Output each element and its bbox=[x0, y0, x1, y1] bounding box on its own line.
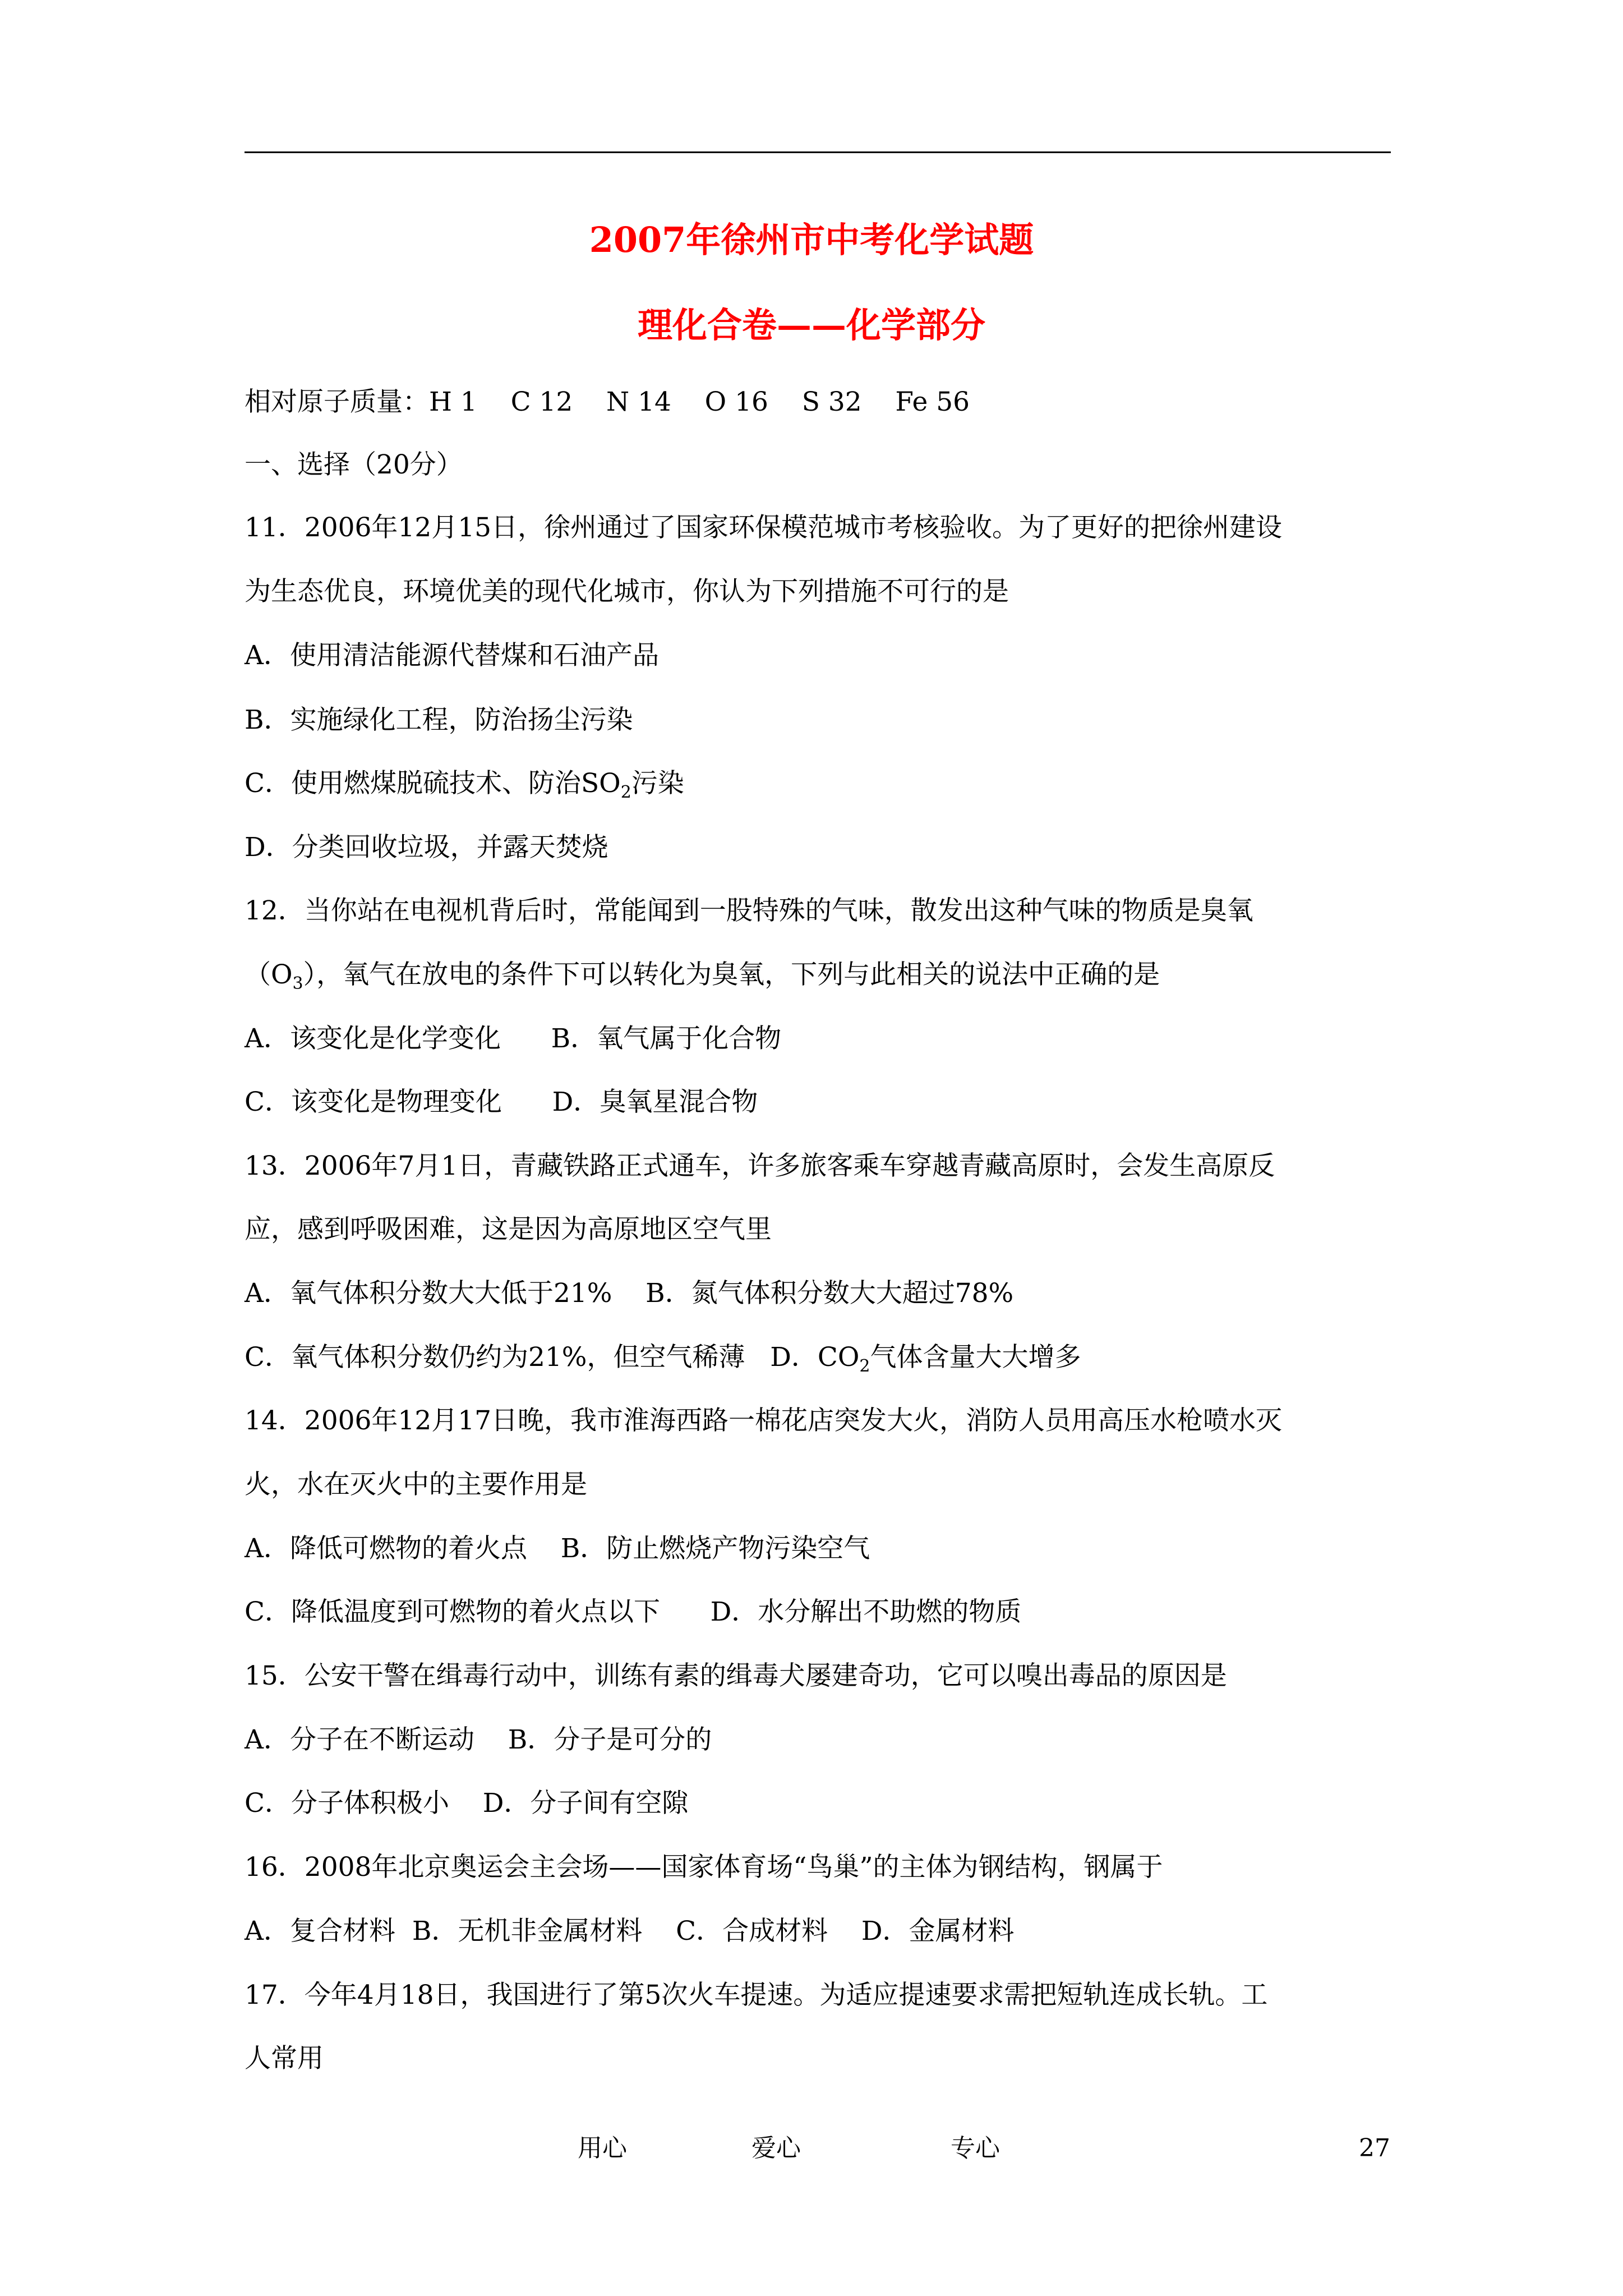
header-rule bbox=[245, 151, 1391, 153]
q15-stem: 15．公安干警在缉毒行动中，训练有素的缉毒犬屡建奇功，它可以嗅出毒品的原因是 bbox=[245, 1660, 1227, 1691]
page-number: 27 bbox=[1359, 2134, 1390, 2162]
atomic-masses: 相对原子质量：H 1 C 12 N 14 O 16 S 32 Fe 56 bbox=[245, 386, 970, 417]
section-heading: 一、选择（20分） bbox=[245, 449, 463, 480]
q15-options-ab: A．分子在不断运动 B．分子是可分的 bbox=[245, 1724, 712, 1755]
q12-stem-line1: 12．当你站在电视机背后时，常能闻到一股特殊的气味，散发出这种气味的物质是臭氧 bbox=[245, 895, 1253, 926]
q12-stem-line2: $(O_3)$，氧气在放电的条件下可以转化为臭氧，下列与此相关的说法中正确的是 bbox=[245, 959, 1160, 993]
footer-word-2: 爱心 bbox=[751, 2134, 801, 2162]
q13-stem-line2: 应，感到呼吸困难，这是因为高原地区空气里 bbox=[245, 1214, 772, 1245]
q12-options-cd: C．该变化是物理变化 D．臭氧星混合物 bbox=[245, 1087, 758, 1117]
q11-stem-line2: 为生态优良，环境优美的现代化城市，你认为下列措施不可行的是 bbox=[245, 576, 1009, 607]
footer-word-1: 用心 bbox=[578, 2134, 627, 2162]
q14-stem-line1: 14．2006年12月17日晚，我市淮海西路一棉花店突发大火，消防人员用高压水枪喷水灭 bbox=[245, 1405, 1283, 1436]
q17-stem-line2: 人常用 bbox=[245, 2043, 324, 2074]
q14-stem-line2: 火，水在灭火中的主要作用是 bbox=[245, 1469, 587, 1500]
footer-word-3: 专心 bbox=[951, 2134, 1000, 2162]
q11-stem-line1: 11．2006年12月15日，徐州通过了国家环保模范城市考核验收。为了更好的把徐州建设 bbox=[245, 512, 1283, 543]
q16-options: A．复合材料 B．无机非金属材料 C．合成材料 D．金属材料 bbox=[245, 1916, 1015, 1947]
q11-option-b: B．实施绿化工程，防治扬尘污染 bbox=[245, 705, 633, 735]
q12-options-ab: A．该变化是化学变化 B．氧气属于化合物 bbox=[245, 1023, 782, 1054]
q15-options-cd: C．分子体积极小 D．分子间有空隙 bbox=[245, 1788, 689, 1819]
q11-option-c: C．使用燃煤脱硫技术、防治$SO_2$污染 bbox=[245, 768, 684, 802]
q17-stem-line1: 17．今年4月18日，我国进行了第5次火车提速。为适应提速要求需把短轨连成长轨。工 bbox=[245, 1980, 1268, 2010]
page-title: 2007年徐州市中考化学试题 bbox=[589, 219, 1034, 260]
q14-options-cd: C．降低温度到可燃物的着火点以下 D．水分解出不助燃的物质 bbox=[245, 1596, 1022, 1627]
q13-stem-line1: 13．2006年7月1日，青藏铁路正式通车，许多旅客乘车穿越青藏高原时，会发生高原反 bbox=[245, 1151, 1275, 1181]
page-subtitle: 理化合卷——化学部分 bbox=[637, 305, 985, 346]
q14-options-ab: A．降低可燃物的着火点 B．防止燃烧产物污染空气 bbox=[245, 1533, 870, 1564]
q13-options-ab: A．氧气体积分数大大低于21% B．氮气体积分数大大超过78% bbox=[245, 1278, 1014, 1309]
q16-stem: 16．2008年北京奥运会主会场——国家体育场“鸟巢”的主体为钢结构，钢属于 bbox=[245, 1852, 1163, 1883]
q11-option-d: D．分类回收垃圾，并露天焚烧 bbox=[245, 832, 608, 863]
q11-option-a: A．使用清洁能源代替煤和石油产品 bbox=[245, 640, 659, 671]
q13-options-cd: C．氧气体积分数仍约为21%，但空气稀薄 D．$CO_2$气体含量大大增多 bbox=[245, 1342, 1081, 1376]
